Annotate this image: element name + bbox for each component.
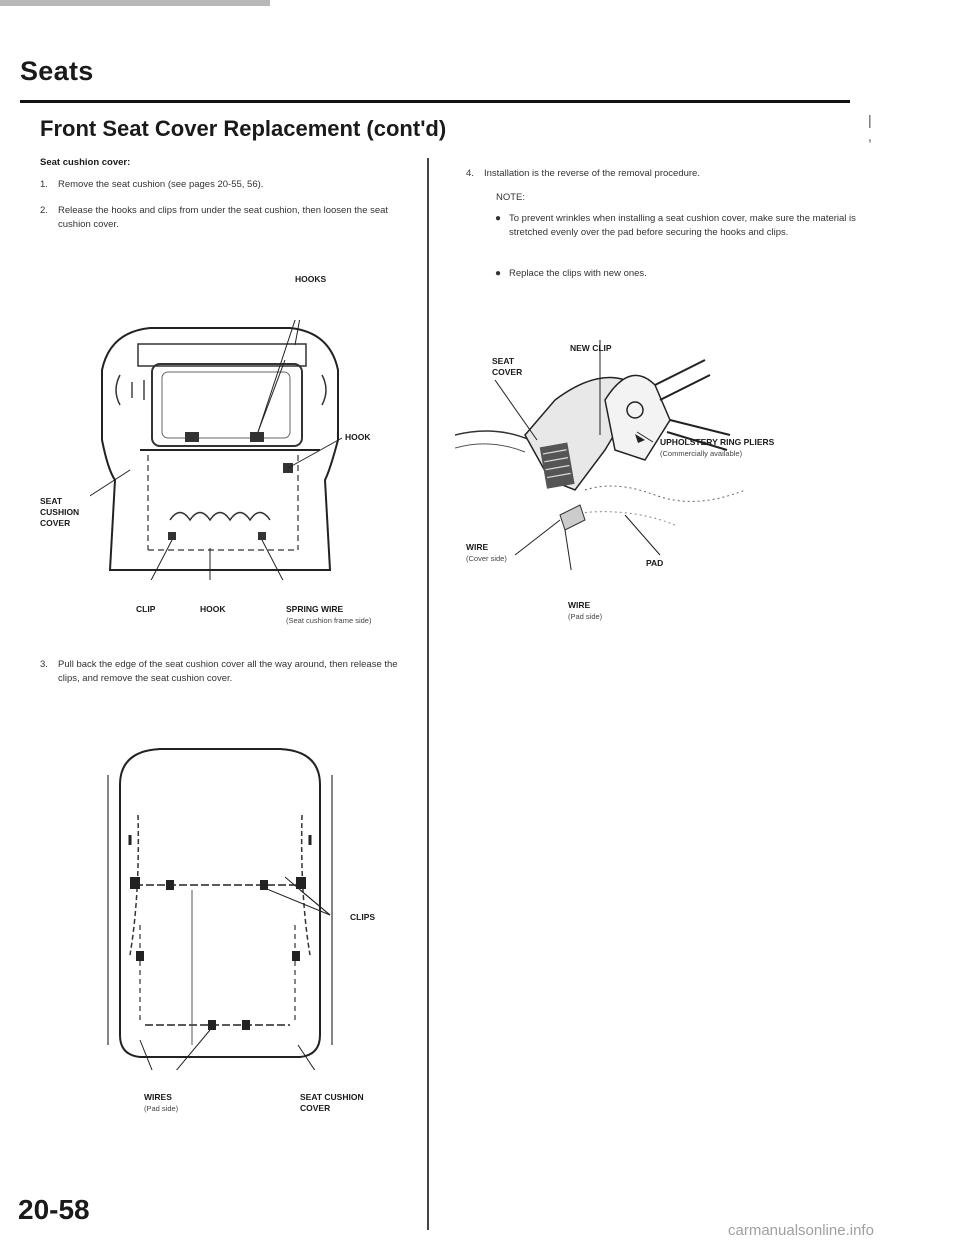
seat-cushion-cover-subhead: Seat cushion cover: (40, 157, 131, 168)
label-wire-pad-note: (Pad side) (568, 612, 603, 621)
page-number: 20-58 (18, 1194, 90, 1225)
label-wires: WIRES (144, 1092, 172, 1102)
label-pad: PAD (646, 558, 664, 568)
step-number: 2. (40, 205, 48, 216)
step-number: 3. (40, 659, 48, 670)
note-text: Replace the clips with new ones. (509, 268, 647, 279)
label-hooks: HOOKS (295, 274, 327, 284)
note-label: NOTE: (496, 192, 526, 203)
column-divider (427, 158, 429, 1230)
bullet-icon: ● (495, 268, 502, 279)
label-wire-pad-side: WIRE (568, 600, 591, 610)
cushion-underside-drawing (90, 320, 350, 580)
label-wire-cover-note: (Cover side) (466, 554, 507, 563)
label-seat-cushion-cover-2: SEAT CUSHION COVER (300, 1092, 364, 1113)
figure-cushion-pad (100, 745, 340, 1070)
label-clips: CLIPS (350, 912, 376, 922)
scan-marks: | , (868, 112, 902, 144)
label-hook-right: HOOK (345, 432, 371, 442)
step-text: Remove the seat cushion (see pages 20-55, 56). (58, 179, 264, 190)
watermark: carmanualsonline.info (728, 1222, 874, 1239)
cushion-pad-drawing (100, 745, 340, 1070)
top-decoration-strip (0, 0, 270, 6)
label-spring-wire: SPRING WIRE (286, 604, 344, 614)
label-clip: CLIP (136, 604, 156, 614)
label-hook-bottom: HOOK (200, 604, 226, 614)
section-divider (20, 100, 850, 103)
step-number: 4. (466, 168, 474, 179)
label-pliers-note: (Commercially available) (660, 449, 743, 458)
step-text: Installation is the reverse of the removal procedure. (484, 168, 700, 179)
step-text: Pull back the edge of the seat cushion cover all the way around, then release the clips, and remove the seat cushion cover. (58, 659, 398, 684)
figure-cushion-underside (90, 320, 350, 580)
bullet-icon: ● (495, 213, 502, 224)
label-seat-cushion-cover: SEAT CUSHION COVER (40, 496, 80, 528)
label-wires-note: (Pad side) (144, 1104, 179, 1113)
page-title: Front Seat Cover Replacement (cont'd) (40, 116, 447, 141)
label-wire-cover-side: WIRE (466, 542, 489, 552)
step-text: Release the hooks and clips from under the seat cushion, then loosen the seat cushion cover. (58, 205, 389, 230)
label-spring-wire-note: (Seat cushion frame side) (286, 616, 372, 625)
label-seat-cover: SEAT COVER (492, 356, 523, 377)
note-text: To prevent wrinkles when installing a seat cushion cover, make sure the material is stretched evenly over the pad before securing the hooks and clips. (509, 213, 856, 238)
label-new-clip: NEW CLIP (570, 343, 612, 353)
step-number: 1. (40, 179, 48, 190)
label-upholstery-ring-pliers: UPHOLSTERY RING PLIERS (660, 437, 775, 447)
section-title: Seats (20, 56, 94, 86)
